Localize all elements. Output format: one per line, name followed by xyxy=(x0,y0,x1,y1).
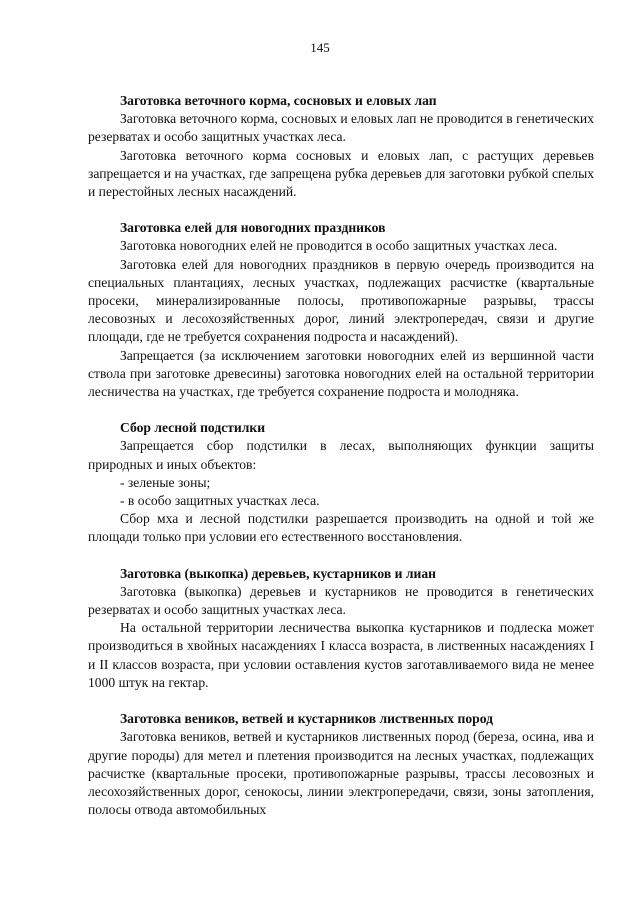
paragraph: Заготовка елей для новогодних праздников в первую очередь производится на специальных плантациях, лесных участках, подлежащих расчистке (квартальные просеки, минерализированные полосы, противопожарные разрывы, трассы лесовозных и лесохозяйственных дорог, линий электропередач, связи и другие площади, где не требуется сохранения подроста и насаждений). xyxy=(88,256,594,345)
section-digging-trees xyxy=(88,565,594,692)
page-number: 145 xyxy=(310,40,330,55)
paragraph: Заготовка веточного корма, сосновых и еловых лап не проводится в генетических резерватах и особо защитных участках леса. xyxy=(88,111,594,145)
paragraph: Запрещается сбор подстилки в лесах, выполняющих функции защиты природных и иных объектов: xyxy=(88,438,594,472)
section-forest-litter xyxy=(88,419,594,546)
page-content xyxy=(88,92,594,819)
section-brooms-branches xyxy=(88,710,594,819)
paragraph: Заготовка веточного корма сосновых и еловых лап, с растущих деревьев запрещается и на участках, где запрещена рубка деревьев для заготовки рубкой спелых и перестойных лесных насаждений. xyxy=(88,147,594,200)
paragraph: Заготовка веников, ветвей и кустарников лиственных пород (береза, осина, ива и другие породы) для метел и плетения производится на лесных участках, подлежащих расчистке (квартальные просеки, противопожарные разрывы, трассы лесовозных и лесохозяйственных дорог, сенокосы, линии электропередачи, связи, зоны затопления, полосы отвода автомобильных xyxy=(88,729,594,818)
section-heading: Заготовка (выкопка) деревьев, кустарников и лиан xyxy=(120,565,436,581)
section-heading: Заготовка веточного корма, сосновых и еловых лап xyxy=(120,93,437,108)
paragraph: На остальной территории лесничества выкопка кустарников и подлеска может производиться в хвойных насаждениях I класса возраста, в лиственных насаждениях I и II классов возраста, при условии оставления кустов заготавливаемого вида не менее 1000 штук на гектар. xyxy=(88,620,594,690)
section-heading: Сбор лесной подстилки xyxy=(120,420,266,436)
section-new-year-trees xyxy=(88,219,594,401)
paragraph: Заготовка (выкопка) деревьев и кустарников не проводится в генетических резерватах и особо защитных участках леса. xyxy=(88,583,594,618)
section-branch-fodder xyxy=(88,92,594,201)
list-item: - в особо защитных участках леса. xyxy=(120,493,320,509)
list-item: - зеленые зоны; xyxy=(120,474,211,490)
section-heading: Заготовка веников, ветвей и кустарников лиственных пород xyxy=(120,711,493,727)
paragraph: Заготовка новогодних елей не проводится в особо защитных участках леса. xyxy=(120,238,558,254)
paragraph: Сбор мха и лесной подстилки разрешается производить на одной и той же площади только при условии его естественного восстановления. xyxy=(88,511,594,545)
paragraph: Запрещается (за исключением заготовки новогодних елей из вершинной части ствола при заготовке древесины) заготовка новогодних елей на остальной территории лесничества на участках, где требуется сохранение подроста и молодняка. xyxy=(88,347,594,400)
section-heading: Заготовка елей для новогодних праздников xyxy=(120,220,386,236)
